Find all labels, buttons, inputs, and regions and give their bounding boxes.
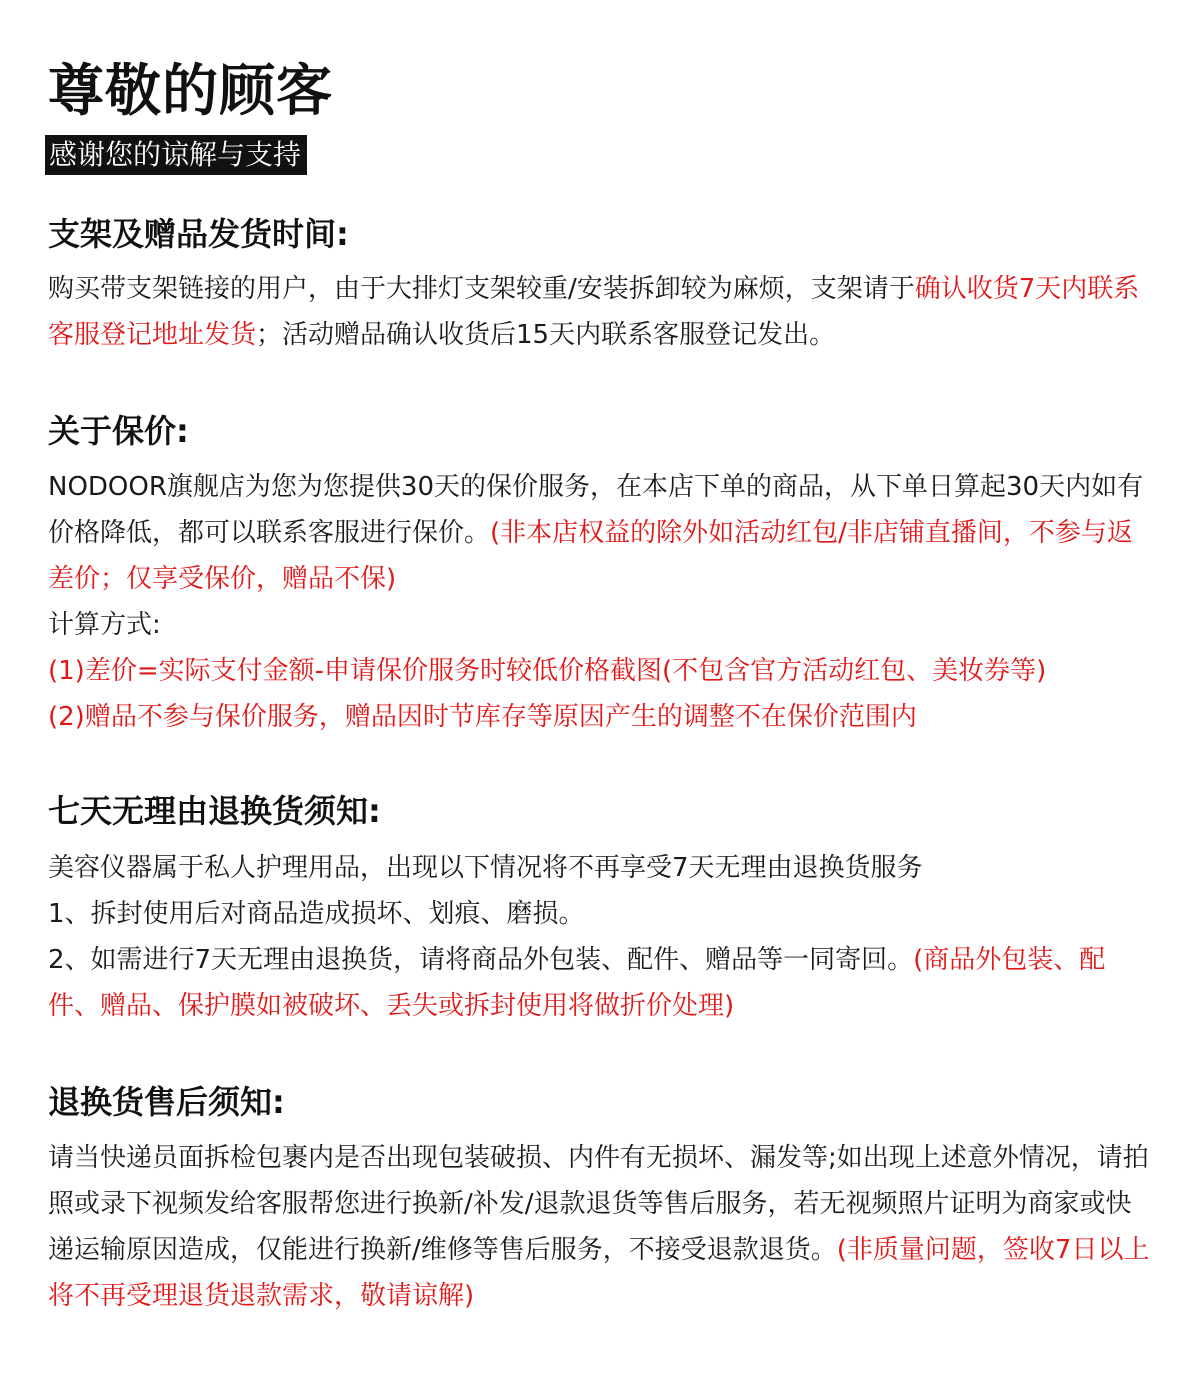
after-sales-text: 请当快递员面拆检包裹内是否出现包装破损、内件有无损坏、漏发等;如出现上述意外情况，请拍照或录下视频发给客服帮您进行换新/补发/退款退货等售后服务，若无视频照片证明为商家或快递运输原因造成，仅能进行换新/维修等售后服务，不接受退款退货。 (48, 1143, 1149, 1265)
shipping-text-tail: ；活动赠品确认收货后15天内联系客服登记发出。 (256, 320, 836, 350)
subtitle-badge: 感谢您的谅解与支持 (45, 135, 307, 175)
calc-label: 计算方式: (48, 610, 161, 640)
calc-rule-1: (1)差价=实际支付金额-申请保价服务时较低价格截图(不包含官方活动红包、美妆券等) (48, 656, 1047, 686)
after-sales-highlight: (非质量问题，签收7日以上将不再受理退货退款需求，敬请谅解) (48, 1235, 1150, 1311)
seven-day-intro: 美容仪器属于私人护理用品，出现以下情况将不再享受7天无理由退换货服务 (48, 853, 923, 883)
shipping-highlight: 确认收货7天内联系客服登记地址发货 (48, 274, 1140, 350)
section-heading-after-sales: 退换货售后须知: (48, 1083, 285, 1121)
section-heading-seven-day-return: 七天无理由退换货须知: (48, 792, 381, 830)
section-body-shipping (48, 266, 1152, 358)
section-heading-price-protection: 关于保价: (48, 412, 189, 450)
shipping-text: 购买带支架链接的用户，由于大排灯支架较重/安装拆卸较为麻烦，支架请于 (48, 274, 915, 304)
seven-day-item-2 (48, 937, 1152, 1029)
section-heading-shipping: 支架及赠品发货时间: (48, 215, 349, 253)
price-protection-text: NODOOR旗舰店为您为您提供30天的保价服务，在本店下单的商品，从下单日算起30天内如有价格降低，都可以联系客服进行保价。 (48, 472, 1144, 548)
page-title: 尊敬的顾客 (48, 59, 333, 124)
seven-day-item-2-highlight: (商品外包装、配件、赠品、保护膜如被破坏、丢失或拆封使用将做折价处理) (48, 945, 1106, 1021)
section-body-price-protection (48, 464, 1152, 602)
section-body-after-sales (48, 1135, 1152, 1319)
calc-rule-2: (2)赠品不参与保价服务，赠品因时节库存等原因产生的调整不在保价范围内 (48, 702, 917, 732)
seven-day-item-2-text: 2、如需进行7天无理由退换货，请将商品外包装、配件、赠品等一同寄回。 (48, 945, 914, 975)
price-protection-highlight: (非本店权益的除外如活动红包/非店铺直播间，不参与返差价；仅享受保价，赠品不保) (48, 518, 1133, 594)
seven-day-item-1: 1、拆封使用后对商品造成损坏、划痕、磨损。 (48, 899, 585, 929)
